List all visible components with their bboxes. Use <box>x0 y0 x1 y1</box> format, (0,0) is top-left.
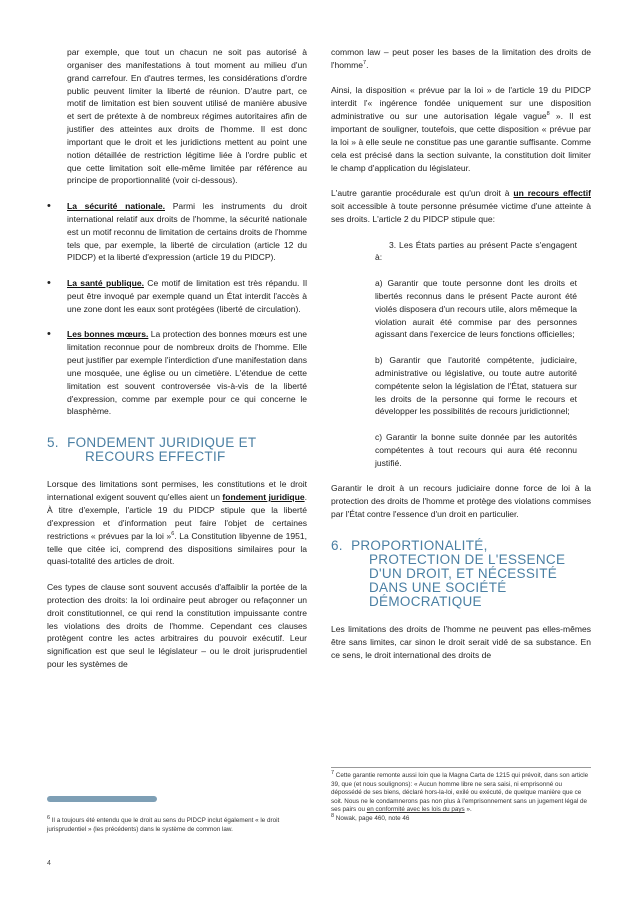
bullet-term: La santé publique. <box>67 278 144 289</box>
quote-paragraph: c) Garantir la bonne suite donnée par les autorités compétentes à tout recours qui aura été reconnu justifié. <box>375 432 577 468</box>
heading-line: FONDEMENT JURIDIQUE ET <box>67 435 257 451</box>
footnote-ref[interactable]: 6 <box>171 530 175 537</box>
paragraph: Garantir le droit à un recours judiciaire donne force de loi à la protection des droits de l'homme et protège des violations commises par l'État contre l'essence d'un droit en particulier. <box>331 483 591 520</box>
list-item <box>47 328 307 418</box>
bullet-term: Les bonnes mœurs. <box>67 329 149 340</box>
paragraph: Ces types de clause sont souvent accusés d'affaiblir la portée de la protection des droits: la loi ordinaire peut abroger ou refaçonner un droit constitutionnel, ce qui rend la constitution impuissante contre les violations des droits de l'homme. Cependant ces clauses protègent contre les actes arbitraires du pouvoir exécutif. Leur signification est que seul le législateur – ou le droit jurisprudentiel pour les systèmes de <box>47 582 307 670</box>
footnote-decoration-bar <box>47 796 157 802</box>
bullet-text: La protection des bonnes mœurs est une limitation reconnue pour de nombreux droits de l'homme. Elle peut justifier par exemple l'interdiction d'une manifestation dans une mosquée, une église ou un cimetière. L'étendue de cette limitation est souvent controversée vis-à-vis de la liberté d'expression, comme par exemple pour ce qui concerne le blasphème. <box>67 329 307 417</box>
paragraph <box>331 84 591 174</box>
footnote-ref[interactable]: 8 <box>546 111 550 118</box>
list-item <box>47 200 307 264</box>
text-run: Lorsque des limitations sont permises, les constitutions et le droit international exigent souvent qu'elles aient un <box>47 479 307 503</box>
quote-paragraph: 3. Les États parties au présent Pacte s'engagent à: <box>375 239 577 263</box>
footnotes-right <box>331 769 591 824</box>
emphasis: un recours effectif <box>513 188 591 199</box>
footnote-separator <box>331 767 591 768</box>
quote-paragraph: b) Garantir que l'autorité compétente, judiciaire, administrative ou législative, ou toute autre autorité compétente selon la législation de l'État, statuera sur les droits de la personne qui forme le recours et développer les possibilités de recours juridictionnel; <box>375 355 577 417</box>
text-run: common law – peut poser les bases de la limitation des droits de l'homme <box>331 47 591 70</box>
left-column <box>47 46 307 684</box>
quote-paragraph: a) Garantir que toute personne dont les droits et libertés reconnus dans le présent Pacte auront été violés disposera d'un recours utile, alors mêmeque la violation aurait été commise par des personnes agissant dans l'exercice de leurs fonctions officielles; <box>375 278 577 340</box>
section-number: 6. <box>331 537 343 553</box>
footnote-8 <box>331 812 591 824</box>
footnote-text: Cette garantie remonte aussi loin que la Magna Carta de 1215 qui prévoit, dans son article 39, que (et nous soulignons): « Aucun homme libre ne sera saisi, ni emprisonné ou dépossédé de ses biens, déclaré hors-la-loi, exilé ou exécuté, de quelque manière que ce soit. Nous ne le condamnerons pas non plus à l'emprisonnement sans un jugement légal de ses pairs ou <box>331 772 589 814</box>
section-5-heading <box>47 436 307 464</box>
heading-line: PROTECTION DE L'ESSENCE <box>369 551 566 567</box>
list-item <box>47 277 307 316</box>
block-quote <box>375 239 577 470</box>
footnote-7 <box>331 769 591 815</box>
bullet-text: Parmi les instruments du droit international relatif aux droits de l'homme, la sécurité nationale est un motif reconnu de limitation de certains droits de l'homme tels que, par exemple, la liberté de circulation (article 12 du PIDCP) et la liberté d'expression (article 19 du PIDCP). <box>67 201 307 263</box>
text-run: L'autre garantie procédurale est qu'un droit à <box>331 188 514 199</box>
heading-line: PROPORTIONALITÉ, <box>351 537 488 553</box>
heading-line: DANS UNE SOCIÉTÉ <box>369 579 507 595</box>
footnote-number: 6 <box>47 814 51 821</box>
text-run: . À titre d'exemple, l'article 19 du PIDCP stipule que la liberté d'expression et d'information peut faire l'objet de certaines restrictions « prévues par la loi » <box>47 492 307 541</box>
footnote-text: ». <box>464 806 472 814</box>
heading-line: RECOURS EFFECTIF <box>85 449 226 465</box>
section-6-heading <box>331 539 591 609</box>
emphasis: fondement juridique <box>222 492 305 503</box>
footnote-link[interactable]: en conformité avec les lois du pays <box>366 806 465 814</box>
heading-line: DÉMOCRATIQUE <box>369 593 482 609</box>
limitation-grounds-list <box>47 200 307 418</box>
paragraph <box>47 478 307 568</box>
footnote-6 <box>47 814 307 834</box>
paragraph <box>331 187 591 226</box>
text-run: soit accessible à toute personne présumée victime d'une atteinte à ses droits. L'article 2 du PIDCP stipule que: <box>331 201 591 224</box>
text-run: . <box>366 59 369 70</box>
page-number: 4 <box>47 860 51 867</box>
bullet-text: Ce motif de limitation est très répandu. Il peut être invoqué par exemple quand un État interdit l'accès à une zone dont les eaux sont protégées (liberté de circulation). <box>67 278 307 314</box>
paragraph: Les limitations des droits de l'homme ne peuvent pas elles-mêmes être sans limites, car sinon le droit serait vidé de sa substance. En ce sens, le droit international des droits de <box>331 623 591 660</box>
footnote-number: 8 <box>331 812 335 819</box>
footnote-text: Nowak, page 460, note 46 <box>334 814 410 822</box>
footnote-number: 7 <box>331 769 335 776</box>
text-run: Ainsi, la disposition « prévue par la loi » de l'article 19 du PIDCP interdit l'« ingérence fondée uniquement sur une disposition administrative ou sur une autorisation légale vague <box>331 85 591 122</box>
right-column <box>331 46 591 674</box>
footnote-ref[interactable]: 7 <box>363 60 367 66</box>
section-number: 5. <box>47 435 59 451</box>
heading-line: D'UN DROIT, ET NÉCESSITÉ <box>369 565 558 581</box>
text-run: ». Il est important de souligner, toutefois, que cette disposition « prévue par la loi » à elle seule ne constitue pas une garantie suffisante. Comme cela est précisé dans la section suivante, la constitution doit limiter le champ d'application du législateur. <box>331 111 591 173</box>
continued-paragraph: par exemple, que tout un chacun ne soit pas autorisé à organiser des manifestations à tout moment au milieu d'un grand carrefour. En d'autres termes, les considérations d'ordre public peuvent limiter la liberté de réunion. D'autre part, ce motif de limitation est bien souvent utilisé de manière abusive et sert de prétexte à de nombreux régimes autoritaires afin de justifier des atteintes aux droits de l'homme. Il est donc important que le droit et les juridictions mettent au point une notion détaillée de restriction légitime liée à l'ordre public et que cette limitation soit elle-même limitée par référence au principe de proportionnalité (voir ci-dessous). <box>67 47 307 186</box>
paragraph <box>331 46 591 72</box>
footnote-text: Il a toujours été entendu que le droit au sens du PIDCP inclut également « le droit jurisprudentiel » (les précédents) dans le système de common law. <box>47 817 280 833</box>
text-run: . La Constitution libyenne de 1951, telle que citée ici, comprend des dispositions similaires pour la quasi-totalité des articles de droit. <box>47 530 307 567</box>
bullet-term: La sécurité nationale. <box>67 201 166 212</box>
